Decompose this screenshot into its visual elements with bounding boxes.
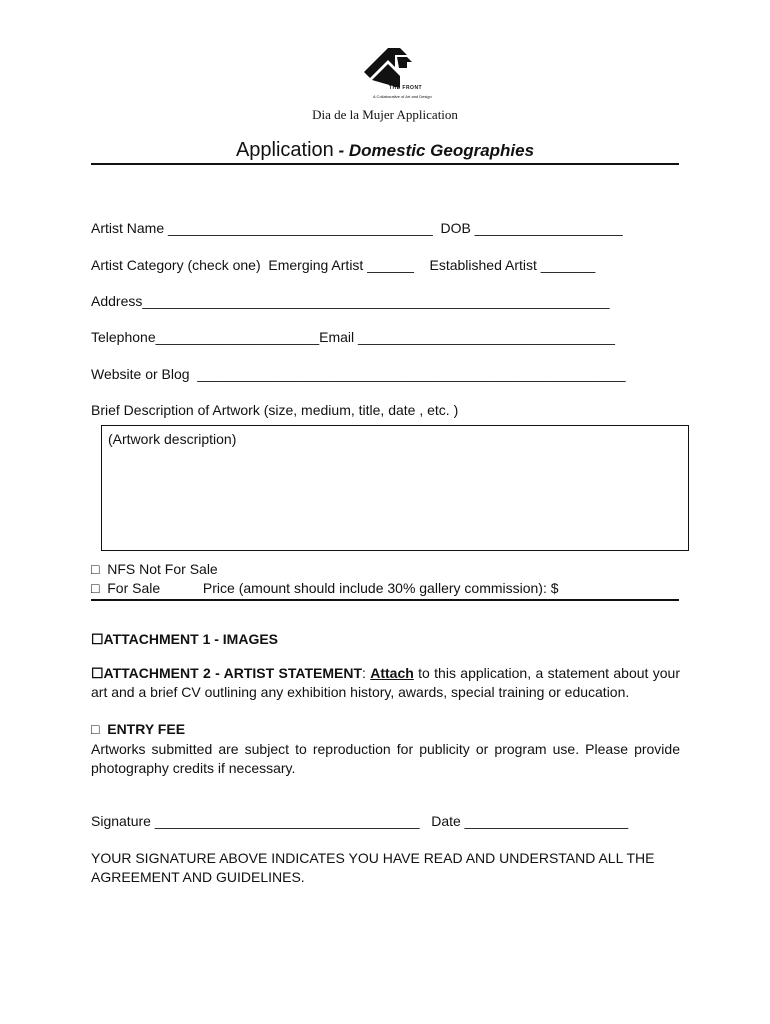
signature-notice: YOUR SIGNATURE ABOVE INDICATES YOU HAVE READ AND UNDERSTAND ALL THE AGREEMENT AND GUIDELINES.	[91, 850, 655, 885]
logo-tagline: A Collaborative of Art and Design	[373, 94, 432, 99]
description-label: Brief Description of Artwork (size, medium, title, date , etc. )	[91, 402, 459, 418]
entry-fee-checkbox[interactable]: □ ENTRY FEE	[91, 721, 186, 737]
signature-date-field[interactable]: Signature __________________________________ Date _____________________	[91, 813, 629, 829]
title-rule	[91, 163, 679, 165]
artwork-description-placeholder: (Artwork description)	[108, 431, 237, 447]
artist-category-field[interactable]: Artist Category (check one) Emerging Artist ______ Established Artist _______	[91, 257, 596, 273]
attachment-2-colon: :	[362, 665, 371, 681]
address-field[interactable]: Address____________________________________________________________	[91, 293, 610, 309]
title-main: Application	[235, 139, 334, 161]
title-sub: - Domestic Geographies	[333, 141, 535, 160]
logo-name: THE FRONT	[389, 85, 423, 91]
attachment-2-text: to this application, a statement about your art and a brief CV outlining any exhibition history, awards, special training or education.	[91, 665, 680, 700]
website-field[interactable]: Website or Blog _______________________________________________________	[91, 366, 626, 382]
reproduction-notice: Artworks submitted are subject to reproduction for publicity or program use. Please provide photography credits if necessary.	[91, 741, 680, 776]
telephone-email-field[interactable]: Telephone_____________________Email _________________________________	[91, 329, 615, 345]
artist-name-dob-field[interactable]: Artist Name __________________________________ DOB ___________________	[91, 220, 623, 236]
for-sale-checkbox[interactable]: □ For Sale Price (amount should include 30% gallery commission): $	[91, 580, 559, 596]
form-subtitle: Dia de la Mujer Application	[312, 107, 458, 122]
attach-word: Attach	[370, 665, 414, 681]
attachment-1-checkbox[interactable]: ☐ATTACHMENT 1 - IMAGES	[91, 631, 279, 647]
sale-rule	[91, 599, 679, 601]
nfs-checkbox[interactable]: □ NFS Not For Sale	[91, 561, 218, 577]
attachment-2-paragraph	[91, 664, 680, 702]
attachment-2-checkbox[interactable]: ☐ATTACHMENT 2 - ARTIST STATEMENT	[91, 665, 362, 681]
page-title	[91, 139, 679, 162]
